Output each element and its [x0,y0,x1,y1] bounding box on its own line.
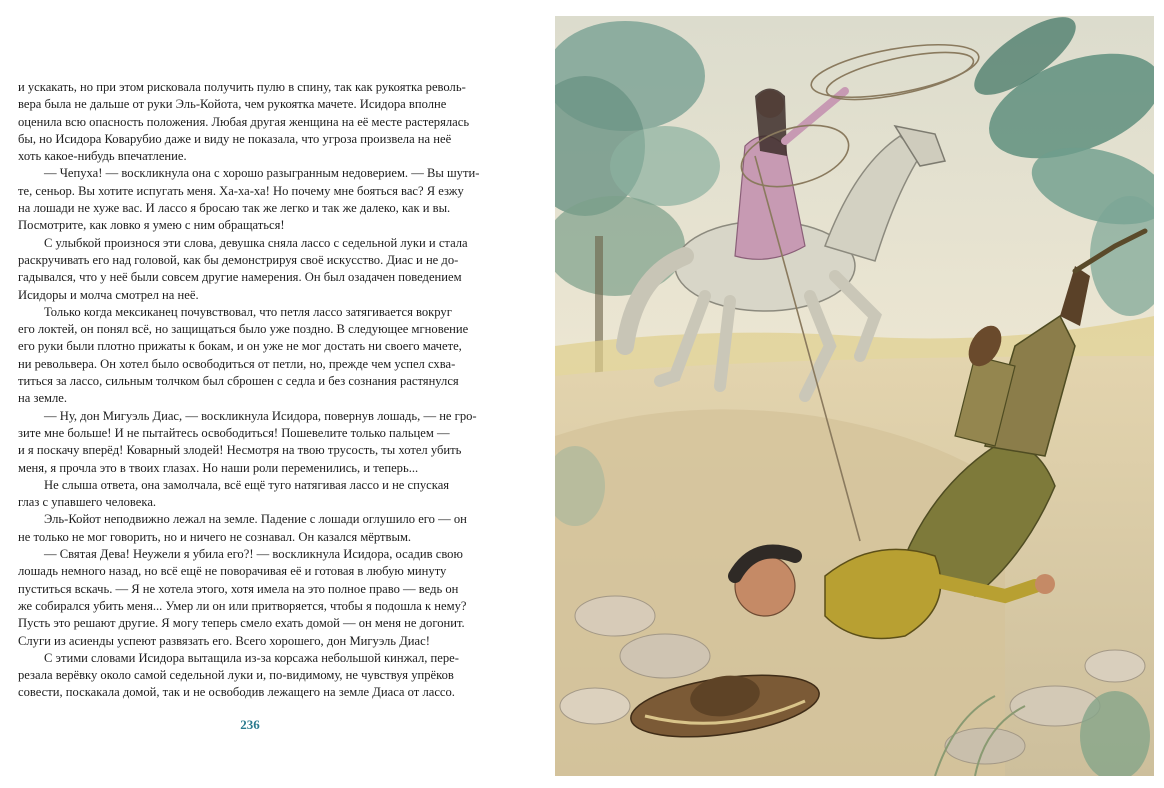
paragraph-7: Эль-Койот неподвижно лежал на земле. Падение с лошади оглушило его — он не только не мог говорить, но и ничего не сознавал. Он казался мёртвым. [18,512,467,544]
paragraph-2: — Чепуха! — воскликнула она с хорошо разыгранным недоверием. — Вы шути- те, сеньор. Вы хотите испугать меня. Ха-ха-ха! Но почему мне бояться вас? Я езжу на лошади не хуже вас. И лассо я бросаю так же легко и так же далеко, как и вы. Посмотрите, как ловко я умею с ним обращаться! [18,166,480,233]
paragraph-3: С улыбкой произнося эти слова, девушка сняла лассо с седельной луки и стала раскручивать его над головой, как бы демонстрируя своё искусство. Диас и не до- гадывался, что у неё были совсем другие намерения. Он был озадачен поведением Исидоры и молча смотрел на неё. [18,235,468,302]
page-number: 236 [240,717,260,732]
text-column [18,79,498,702]
illustration [555,16,1154,776]
paragraph-1: и ускакать, но при этом рисковала получить пулю в спину, так как рукоятка револь- вера была не дальше от руки Эль-Койота, чем рукоятка мачете. Исидора вполне оценила всю опасность положения. Любая другая женщина на её месте растерялась бы, но Исидора Коварубио даже и виду не показала, что угроза произвела на неё хоть какое-нибудь впечатление. [18,80,470,164]
paragraph-6: Не слыша ответа, она замолчала, всё ещё туго натягивая лассо и не спуская глаз с упавшего человека. [18,477,450,510]
paragraph-4: Только когда мексиканец почувствовал, что петля лассо затягивается вокруг его локтей, он понял всё, но защищаться было уже поздно. В следующее мгновение его руки были плотно прижаты к бокам, и он уже не мог достать ни своего мачете, ни револьвера. Он хотел было освободиться от петли, но, прежде чем успел схва- титься за лассо, сильным толчком был сброшен с седла и без сознания растянулся на земле. [18,304,469,406]
paragraph-8: — Святая Дева! Неужели я убила его?! — воскликнула Исидора, осадив свою лошадь немного назад, но всё ещё не поворачивая её и готовая в любую минуту пуститься вскачь. — Я не хотела этого, хотя имела на это полное право — ведь он же собирался убить меня... Умер ли он или притворяется, чтобы я подошла к нему? Пусть это решают другие. Я могу теперь смело ехать домой — он меня не догонит. Слуги из асиенды успеют развязать его. Всего хорошего, дон Мигуэль Диас! [18,547,467,648]
paragraph-9: С этими словами Исидора вытащила из-за корсажа небольшой кинжал, пере- резала верёвку около самой седельной луки и, по-видимому, не чувствуя упрёков совести, поскакала домой, так и не освободив лежащего на земле Диаса от лассо. [18,650,459,700]
paragraph-5: — Ну, дон Мигуэль Диас, — воскликнула Исидора, повернув лошадь, — не гро- зите мне больше! И не пытайтесь освободиться! Пошевелите только пальцем — и я поскачу вперёд! Коварный злодей! Несмотря на твою трусость, ты хотел убить меня, я прочла это в твоих глазах. Но наши роли переменились, и теперь... [18,408,477,475]
